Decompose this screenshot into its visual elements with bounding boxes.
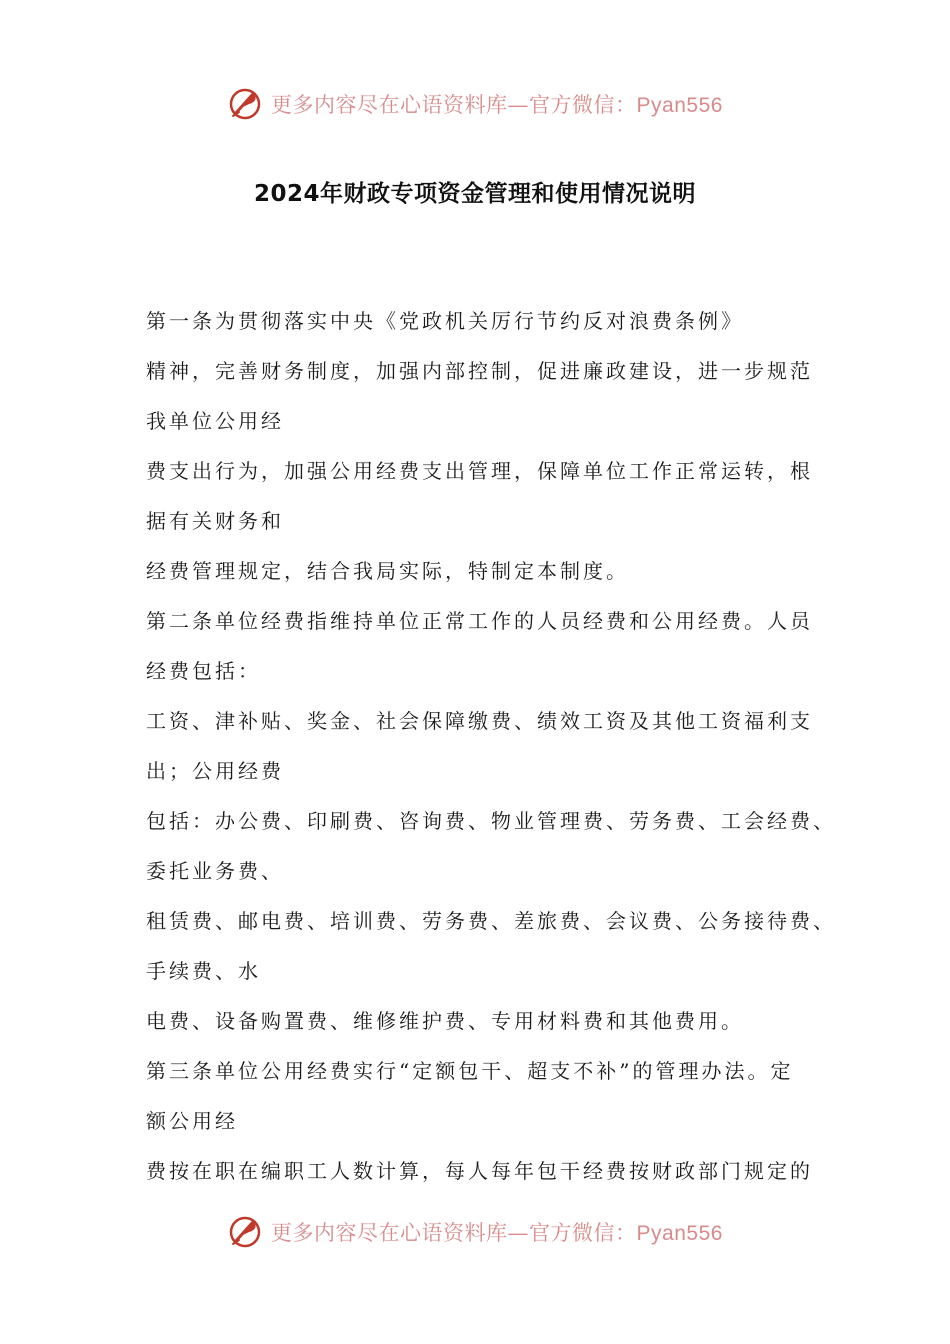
body-line: 租赁费、邮电费、培训费、劳务费、差旅费、会议费、公务接待费、 — [146, 909, 836, 933]
quill-pen-logo-icon — [227, 86, 263, 122]
body-line: 委托业务费、 — [146, 859, 284, 883]
body-line: 手续费、水 — [146, 959, 261, 983]
banner-text — [271, 1217, 723, 1247]
body-line: 我单位公用经 — [146, 409, 284, 433]
body-line: 费支出行为，加强公用经费支出管理，保障单位工作正常运转，根 — [146, 459, 813, 483]
body-line: 第一条为贯彻落实中央《党政机关厉行节约反对浪费条例》 — [146, 309, 744, 333]
banner-text — [271, 89, 723, 119]
body-line: 经费包括： — [146, 659, 261, 683]
header-banner — [0, 80, 950, 128]
banner-slogan: 更多内容尽在心语资料库—官方微信： — [271, 1221, 637, 1245]
body-line: 第二条单位经费指维持单位正常工作的人员经费和公用经费。人员 — [146, 609, 813, 633]
document-body — [146, 296, 836, 1196]
banner-slogan: 更多内容尽在心语资料库—官方微信： — [271, 93, 637, 117]
body-line: 据有关财务和 — [146, 509, 284, 533]
body-line: 精神，完善财务制度，加强内部控制，促进廉政建设，进一步规范 — [146, 359, 813, 383]
footer-banner — [0, 1208, 950, 1256]
wechat-id: Pyan556 — [636, 94, 723, 117]
body-line: 第三条单位公用经费实行“定额包干、超支不补”的管理办法。定 — [146, 1059, 794, 1083]
body-line: 费按在职在编职工人数计算，每人每年包干经费按财政部门规定的 — [146, 1159, 813, 1183]
wechat-id: Pyan556 — [636, 1222, 723, 1245]
body-line: 额公用经 — [146, 1109, 238, 1133]
body-line: 电费、设备购置费、维修维护费、专用材料费和其他费用。 — [146, 1009, 744, 1033]
document-title: 2024年财政专项资金管理和使用情况说明 — [253, 181, 696, 207]
body-line: 工资、津补贴、奖金、社会保障缴费、绩效工资及其他工资福利支 — [146, 709, 813, 733]
body-line: 出；公用经费 — [146, 759, 284, 783]
body-line: 包括：办公费、印刷费、咨询费、物业管理费、劳务费、工会经费、 — [146, 809, 836, 833]
body-line: 经费管理规定，结合我局实际，特制定本制度。 — [146, 559, 629, 583]
quill-pen-logo-icon — [227, 1214, 263, 1250]
